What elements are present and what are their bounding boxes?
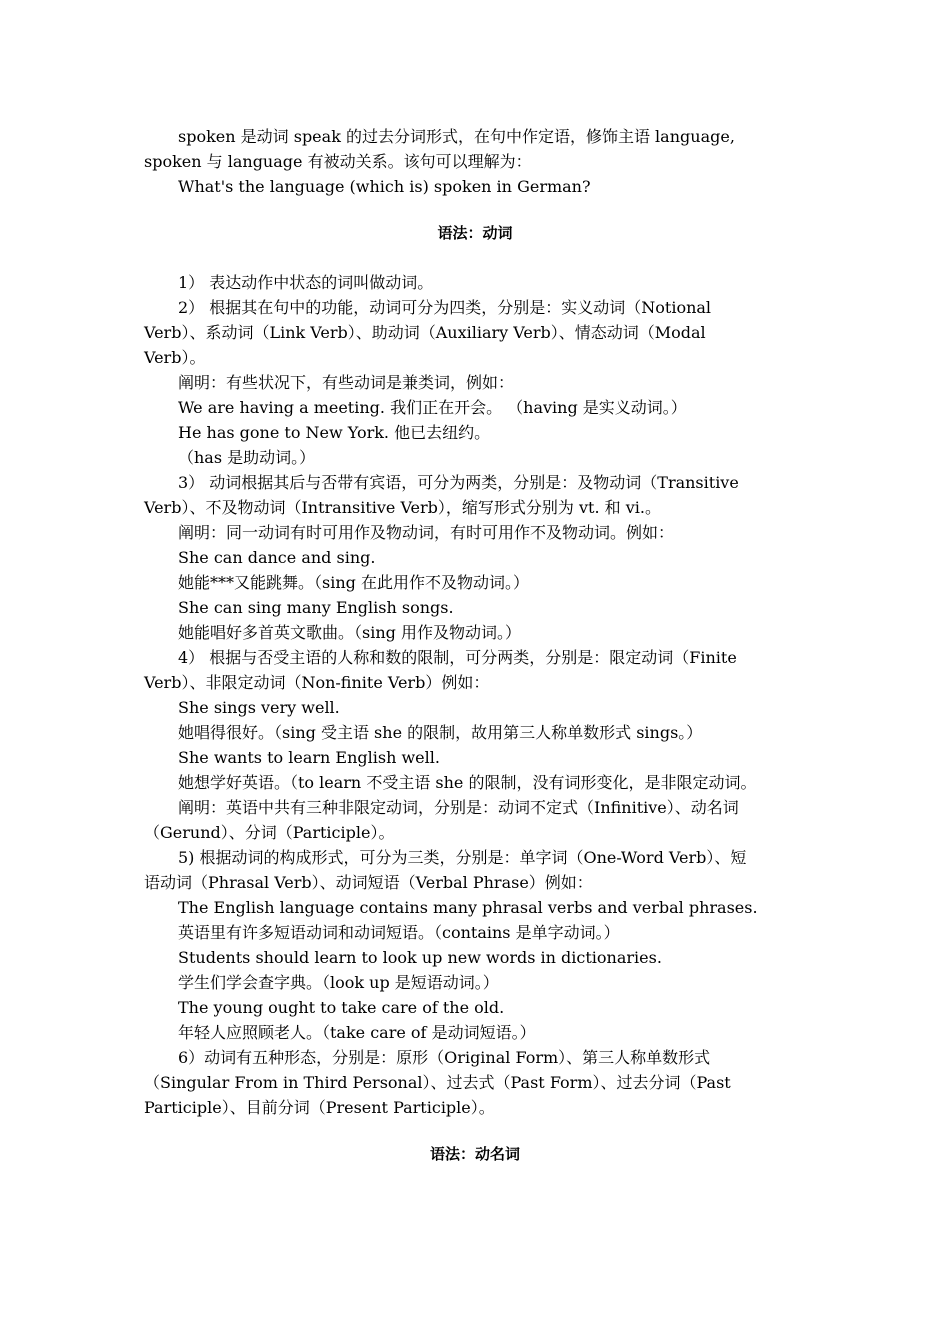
point-4-line-2: Verb）、非限定动词（Non-finite Verb）例如： (144, 673, 490, 692)
point-3-example-2: She can sing many English songs. (178, 598, 454, 617)
point-4-note-line-1: 阐明：英语中共有三种非限定动词，分别是：动词不定式（Infinitive）、动名词 (178, 798, 739, 817)
point-5-example-1-translation: 英语里有许多短语动词和动词短语。（contains 是单字动词。） (178, 923, 620, 942)
point-4-note-line-2: （Gerund）、分词（Participle）。 (144, 823, 395, 842)
point-5-line-1: 5) 根据动词的构成形式，可分为三类，分别是：单字词（One-Word Verb）、短 (178, 848, 747, 867)
point-4-line-1: 4） 根据与否受主语的人称和数的限制，可分两类，分别是：限定动词（Finite (178, 648, 737, 667)
point-4-example-2: She wants to learn English well. (178, 748, 440, 767)
point-4-example-1: She sings very well. (178, 698, 340, 717)
point-4-example-1-translation: 她唱得很好。（sing 受主语 she 的限制，故用第三人称单数形式 sings。） (178, 723, 703, 742)
point-2-line-3: Verb）。 (144, 348, 206, 367)
section-heading-verb: 语法：动词 (437, 224, 513, 242)
point-6-line-2: （Singular From in Third Personal）、过去式（Past Form）、过去分词（Past (144, 1073, 731, 1092)
point-1: 1） 表达动作中状态的词叫做动词。 (178, 273, 434, 292)
point-5-example-2: Students should learn to look up new words in dictionaries. (178, 948, 662, 967)
point-2-example-2-note: （has 是助动词。） (178, 448, 316, 467)
intro-line-1: spoken 是动词 speak 的过去分词形式，在句中作定语，修饰主语 language, (178, 127, 735, 146)
point-3-line-2: Verb）、不及物动词（Intransitive Verb），缩写形式分别为 vt. 和 vi.。 (144, 498, 661, 517)
point-3-example-1-translation: 她能***又能跳舞。（sing 在此用作不及物动词。） (178, 573, 529, 592)
point-2-line-2: Verb）、系动词（Link Verb）、助动词（Auxiliary Verb）、情态动词（Modal (144, 323, 706, 342)
intro-line-3: What's the language (which is) spoken in German? (178, 177, 591, 196)
point-5-line-2: 语动词（Phrasal Verb）、动词短语（Verbal Phrase）例如： (144, 873, 593, 892)
point-3-example-1: She can dance and sing. (178, 548, 376, 567)
point-5-example-2-translation: 学生们学会查字典。（look up 是短语动词。） (178, 973, 499, 992)
intro-line-2: spoken 与 language 有被动关系。该句可以理解为： (144, 152, 532, 171)
point-6-line-3: Participle）、目前分词（Present Participle）。 (144, 1098, 495, 1117)
section-heading-gerund: 语法：动名词 (429, 1145, 520, 1163)
point-3-line-1: 3） 动词根据其后与否带有宾语，可分为两类，分别是：及物动词（Transitive (178, 473, 739, 492)
point-2-note: 阐明：有些状况下，有些动词是兼类词，例如： (178, 373, 515, 392)
point-3-note: 阐明：同一动词有时可用作及物动词，有时可用作不及物动词。例如： (178, 523, 675, 542)
point-5-example-3: The young ought to take care of the old. (178, 998, 505, 1017)
point-2-line-1: 2） 根据其在句中的功能，动词可分为四类，分别是：实义动词（Notional (178, 298, 712, 317)
point-2-example-1: We are having a meeting. 我们正在开会。 （having 是实义动词。） (178, 398, 687, 417)
point-5-example-3-translation: 年轻人应照顾老人。（take care of 是动词短语。） (178, 1023, 536, 1042)
point-3-example-2-translation: 她能唱好多首英文歌曲。（sing 用作及物动词。） (178, 623, 521, 642)
document-page (144, 124, 806, 1167)
point-6-line-1: 6）动词有五种形态，分别是：原形（Original Form）、第三人称单数形式 (178, 1048, 711, 1067)
point-5-example-1: The English language contains many phrasal verbs and verbal phrases. (178, 898, 758, 917)
point-4-example-2-translation: 她想学好英语。（to learn 不受主语 she 的限制，没有词形变化，是非限定动词。 (178, 773, 757, 792)
point-2-example-2: He has gone to New York. 他已去纽约。 (178, 423, 491, 442)
